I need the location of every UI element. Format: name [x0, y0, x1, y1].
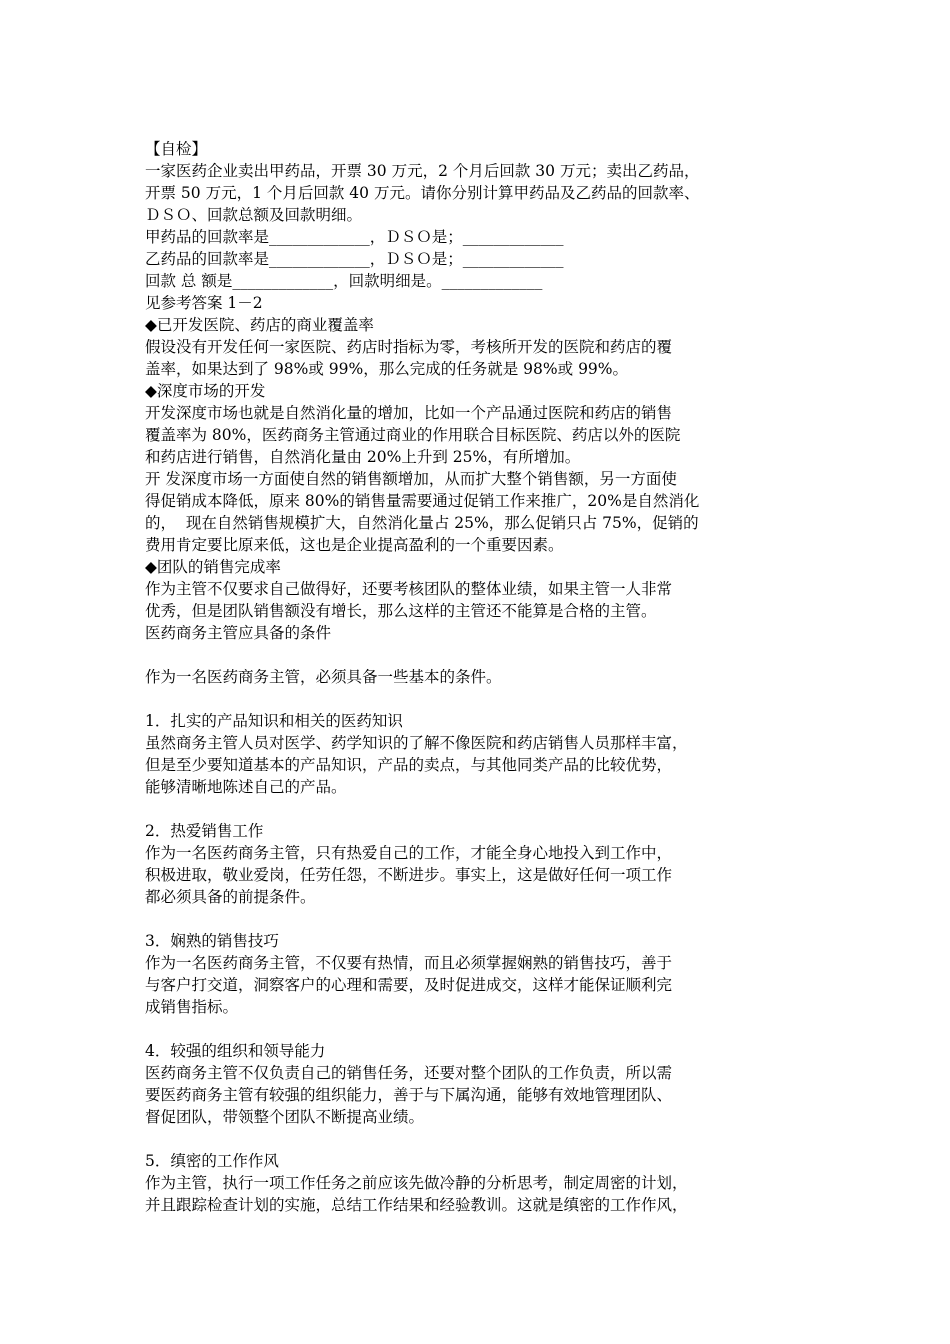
- blank-line: [145, 1018, 825, 1040]
- text-line: 医药商务主管不仅负责自己的销售任务，还要对整个团队的工作负责，所以需: [145, 1064, 673, 1082]
- text-line: 作为主管不仅要求自己做得好，还要考核团队的整体业绩，如果主管一人非常: [145, 580, 673, 598]
- text-line: 的， 现在自然销售规模扩大，自然消化量占 25%，那么促销只占 75%，促销的: [145, 514, 699, 532]
- text-line: 并且跟踪检查计划的实施，总结工作结果和经验教训。这就是缜密的工作作风，: [145, 1196, 688, 1214]
- text-line: 优秀，但是团队销售额没有增长，那么这样的主管还不能算是合格的主管。: [145, 602, 657, 620]
- text-line: 开 发深度市场一方面使自然的销售额增加，从而扩大整个销售额，另一方面使: [145, 470, 677, 488]
- text-line: 一家医药企业卖出甲药品，开票 30 万元，2 个月后回款 30 万元；卖出乙药品，: [145, 162, 700, 180]
- text-line: 开发深度市场也就是自然消化量的增加，比如一个产品通过医院和药店的销售: [145, 404, 673, 422]
- text-line: 得促销成本降低，原来 80%的销售量需要通过促销工作来推广，20%是自然消化: [145, 492, 700, 510]
- text-line: 盖率，如果达到了 98%或 99%，那么完成的任务就是 98%或 99%。: [145, 360, 629, 378]
- text-line: 作为主管，执行一项工作任务之前应该先做冷静的分析思考，制定周密的计划，: [145, 1174, 688, 1192]
- text-line: 虽然商务主管人员对医学、药学知识的了解不像医院和药店销售人员那样丰富，: [145, 734, 688, 752]
- text-line: ＤＳＯ、回款总额及回款明细。: [145, 206, 363, 224]
- text-line: 作为一名医药商务主管，必须具备一些基本的条件。: [145, 668, 502, 686]
- text-line: 作为一名医药商务主管，只有热爱自己的工作，才能全身心地投入到工作中，: [145, 844, 673, 862]
- text-line: ◆深度市场的开发: [145, 382, 266, 400]
- text-line: 3．娴熟的销售技巧: [145, 932, 279, 950]
- text-line: 2．热爱销售工作: [145, 822, 264, 840]
- text-line: 回款 总 额是_____________，回款明细是。_____________: [145, 272, 543, 290]
- text-line: 但是至少要知道基本的产品知识，产品的卖点，与其他同类产品的比较优势，: [145, 756, 673, 774]
- text-line: 费用肯定要比原来低，这也是企业提高盈利的一个重要因素。: [145, 536, 564, 554]
- document-page: [145, 138, 825, 1216]
- text-line: 开票 50 万元，1 个月后回款 40 万元。请你分别计算甲药品及乙药品的回款率、: [145, 184, 700, 202]
- blank-line: [145, 644, 825, 666]
- text-line: ◆团队的销售完成率: [145, 558, 281, 576]
- text-line: 能够清晰地陈述自己的产品。: [145, 778, 347, 796]
- text-line: 与客户打交道，洞察客户的心理和需要，及时促进成交，这样才能保证顺利完: [145, 976, 673, 994]
- text-line: 4．较强的组织和领导能力: [145, 1042, 326, 1060]
- text-line: 都必须具备的前提条件。: [145, 888, 316, 906]
- text-line: 督促团队，带领整个团队不断提高业绩。: [145, 1108, 425, 1126]
- text-line: 5．缜密的工作作风: [145, 1152, 279, 1170]
- text-line: 甲药品的回款率是_____________，ＤＳＯ是；_____________: [145, 228, 564, 246]
- text-line: 医药商务主管应具备的条件: [145, 624, 332, 642]
- text-line: 覆盖率为 80%，医药商务主管通过商业的作用联合目标医院、药店以外的医院: [145, 426, 681, 444]
- text-line: 作为一名医药商务主管，不仅要有热情，而且必须掌握娴熟的销售技巧，善于: [145, 954, 673, 972]
- blank-line: [145, 908, 825, 930]
- blank-line: [145, 1128, 825, 1150]
- text-line: 要医药商务主管有较强的组织能力，善于与下属沟通，能够有效地管理团队、: [145, 1086, 673, 1104]
- blank-line: [145, 798, 825, 820]
- text-line: ◆已开发医院、药店的商业覆盖率: [145, 316, 374, 334]
- text-line: 1．扎实的产品知识和相关的医药知识: [145, 712, 403, 730]
- text-line: 和药店进行销售，自然消化量由 20%上升到 25%，有所增加。: [145, 448, 581, 466]
- text-line: 见参考答案 1－2: [145, 294, 263, 312]
- text-line: 成销售指标。: [145, 998, 239, 1016]
- text-line: 积极进取，敬业爱岗，任劳任怨，不断进步。事实上，这是做好任何一项工作: [145, 866, 673, 884]
- text-line: 假设没有开发任何一家医院、药店时指标为零，考核所开发的医院和药店的覆: [145, 338, 673, 356]
- text-line: 乙药品的回款率是_____________，ＤＳＯ是；_____________: [145, 250, 564, 268]
- text-line: 【自检】: [145, 140, 208, 158]
- blank-line: [145, 688, 825, 710]
